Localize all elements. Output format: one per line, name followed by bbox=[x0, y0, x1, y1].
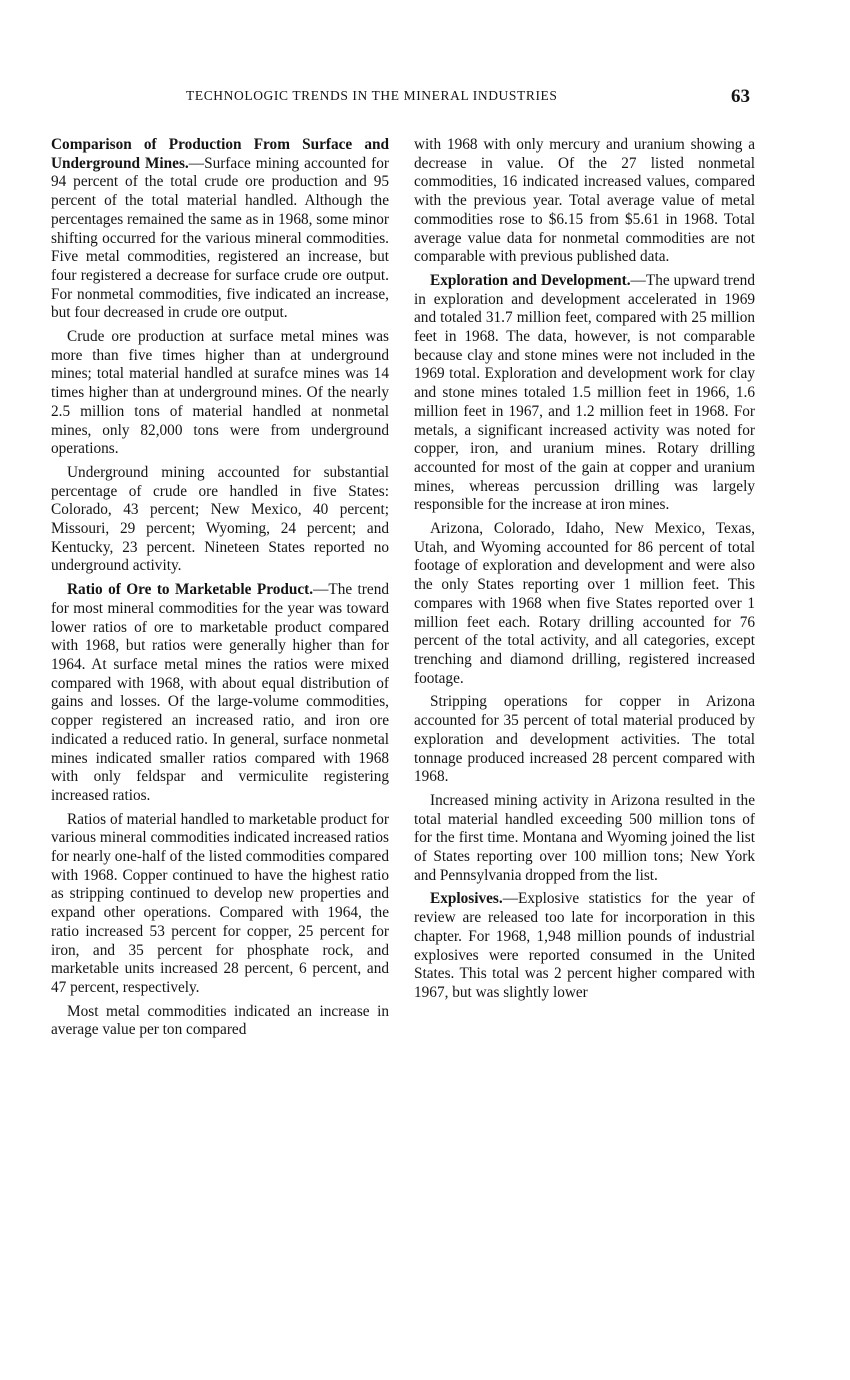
section-heading: Explosives. bbox=[430, 890, 503, 908]
paragraph-text: —The trend for most mineral commodities for the year was toward lower ratios of ore to marketable product compared with 1968, but ratios were generally higher than for 1964. At surface metal mines the ratios were mixed compared with 1968, with about equal distribution of gains and losses. Of the large-volume commodities, copper registered an increased ratio, and iron ore indicated a reduced ratio. In general, surface nonmetal mines indicated smaller ratios compared with 1968 with only feldspar and vermiculite registering increased ratios. bbox=[51, 581, 389, 804]
paragraph-text: —Surface mining accounted for 94 percent of the total crude ore production and 95 percent of the total material handled. Although the percentages remained the same as in 1968, some minor shifting occurred for the various mineral commodities. Five metal commodities, registered an increase, but four registered a decrease for surface crude ore output. For nonmetal commodities, five indicated an increase, but four decreased in crude ore output. bbox=[51, 154, 390, 322]
running-title: TECHNOLOGIC TRENDS IN THE MINERAL INDUSTRIES bbox=[186, 88, 558, 103]
paragraph bbox=[414, 792, 755, 886]
paragraph-text: Ratios of material handled to marketable product for various mineral commodities indicated increased ratios for nearly one-half of the listed commodities compared with 1968. Copper continued to have the highest ratio as stripping continued to develop new properties and expand other operations. Compared with 1964, the ratio increased 53 percent for copper, 25 percent for iron, and 35 percent for phosphate rock, and marketable units increased 28 percent, 6 percent, and 47 percent, respectively. bbox=[51, 810, 389, 996]
paragraph bbox=[414, 693, 755, 787]
left-column bbox=[51, 136, 389, 1045]
right-column bbox=[414, 136, 755, 1008]
paragraph bbox=[51, 328, 389, 459]
paragraph bbox=[51, 1003, 389, 1040]
paragraph-text: Stripping operations for copper in Arizona accounted for 35 percent of total material produced by exploration and development activities. The total tonnage produced increased 28 percent compared with 1968. bbox=[414, 693, 755, 786]
section-heading: Comparison of Production From Surface and Underground Mines. bbox=[51, 136, 389, 172]
paragraph bbox=[414, 890, 755, 1002]
paragraph bbox=[51, 811, 389, 998]
section-heading: Exploration and Development. bbox=[430, 271, 631, 289]
paragraph-text: Increased mining activity in Arizona resulted in the total material handled exceeding 500 million tons of for the first time. Montana and Wyoming joined the list of States reporting over 100 million tons; New York and Pennsylvania dropped from the list. bbox=[414, 791, 755, 884]
paragraph-text: —Explosive statistics for the year of review are released too late for incorporation in this chapter. For 1968, 1,948 million pounds of industrial explosives were reported consumed in the United States. This total was 2 percent higher compared with 1967, but was slightly lower bbox=[414, 890, 755, 1001]
paragraph-text: Underground mining accounted for substantial percentage of crude ore handled in five States: Colorado, 43 percent; New Mexico, 40 percent; Missouri, 29 percent; Wyoming, 24 percent; and Kentucky, 23 percent. Nineteen States reported no underground activity. bbox=[51, 463, 389, 575]
paragraph bbox=[51, 464, 389, 576]
paragraph bbox=[414, 272, 755, 515]
paragraph-text: Crude ore production at surface metal mines was more than five times higher than at underground mines; total material handled at surafce mines was 14 times higher than at underground mines. Of the nearly 2.5 million tons of material handled at nonmetal mines, only 82,000 tons were from underground operations. bbox=[51, 328, 389, 458]
paragraph bbox=[414, 136, 755, 267]
section-heading: Ratio of Ore to Marketable Product. bbox=[67, 581, 314, 599]
page-number: 63 bbox=[731, 86, 750, 107]
paragraph-text: —The upward trend in exploration and development accelerated in 1969 and totaled 31.7 million feet, compared with 25 million feet in 1968. The data, however, is not comparable because clay and stone mines were not included in the 1969 total. Exploration and development work for clay and stone mines totaled 1.5 million feet in 1966, 1.6 million feet in 1967, and 1.2 million feet in 1968. For metals, a significant increased activity was noted for copper, iron, and uranium mines. Rotary drilling accounted for most of the gain at copper and uranium mines, whereas percussion drilling was largely responsible for the increase at iron mines. bbox=[414, 271, 755, 514]
paragraph-text: with 1968 with only mercury and uranium showing a decrease in value. Of the 27 listed nonmetal commodities, 16 indicated increased values, compared with the previous year. Total average value of metal commodities rose to $6.15 from $5.61 in 1968. Total average value data for nonmetal commodities are not comparable with previous published data. bbox=[414, 136, 755, 266]
paragraph bbox=[414, 520, 755, 688]
running-header bbox=[0, 86, 850, 108]
paragraph-text: Most metal commodities indicated an increase in average value per ton compared bbox=[51, 1002, 389, 1039]
paragraph bbox=[51, 581, 389, 805]
paragraph bbox=[51, 136, 389, 323]
paragraph-text: Arizona, Colorado, Idaho, New Mexico, Texas, Utah, and Wyoming accounted for 86 percent of total footage of exploration and development and were also the only States reporting over 1 million feet. This compares with 1968 when five States reported over 1 million feet each. Rotary drilling accounted for 76 percent of the total activity, and all categories, except trenching and diamond drilling, registered increased footage. bbox=[414, 520, 755, 687]
